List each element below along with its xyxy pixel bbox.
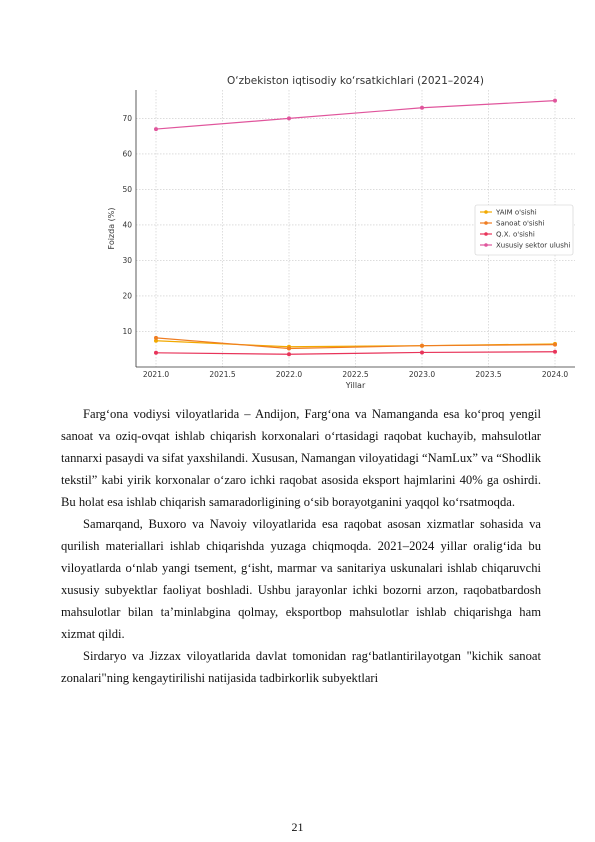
data-point (553, 343, 557, 347)
data-point (553, 99, 557, 103)
y-tick-label: 40 (122, 220, 132, 230)
legend-marker (484, 210, 488, 214)
data-point (287, 347, 291, 351)
paragraph-syrdarya-jizzakh: Sirdaryo va Jizzax viloyatlarida davlat tomonidan rag‘batlantirilayotgan "kichik sanoat zonalari"ning kengaytirilishi natijasida tadbirkorlik subyektlari (61, 649, 541, 685)
y-tick-label: 50 (122, 184, 132, 194)
legend-label: YAIM o'sishi (496, 208, 537, 217)
page-number: 21 (291, 820, 304, 834)
data-point (154, 127, 158, 131)
x-axis-label: Yillar (345, 381, 366, 390)
data-point (553, 350, 557, 354)
body-text (61, 403, 541, 689)
data-point (154, 351, 158, 355)
data-point (154, 336, 158, 340)
x-tick-label: 2024.0 (541, 370, 569, 379)
data-point (420, 344, 424, 348)
y-tick-label: 60 (122, 149, 132, 159)
paragraph-fergana-valley: Farg‘ona vodiysi viloyatlarida – Andijon, Farg‘ona va Namanganda esa ko‘proq yengil sanoat va oziq-ovqat ishlab chiqarish korxonalari o‘rtasidagi raqobat kuchayib, mahsulotlar tannarxi pasaydi va sifat yaxshilandi. Xususan, Namangan viloyatidagi “NamLux” va “Shodlik tekstil” kabi yirik korxonalar o‘zaro ichki raqobat asosida eksport hajmlarini 40% ga oshirdi. Bu holat esa ishlab chiqarish samaradorligining o‘sib borayotganini yaqqol ko‘rsatmoqda. (61, 407, 541, 509)
legend-marker (484, 243, 488, 247)
economic-indicators-chart (100, 70, 580, 396)
data-point (287, 352, 291, 356)
legend-label: Xususiy sektor ulushi (496, 241, 571, 250)
x-tick-label: 2022.5 (342, 370, 369, 379)
data-point (287, 116, 291, 120)
legend-label: Q.X. o'sishi (496, 230, 535, 239)
x-tick-label: 2022.0 (275, 370, 303, 379)
x-tick-label: 2021.5 (209, 370, 236, 379)
chart-svg (100, 70, 580, 396)
data-point (420, 106, 424, 110)
x-tick-label: 2023.0 (408, 370, 436, 379)
y-tick-label: 30 (122, 255, 132, 265)
series-line (156, 341, 555, 347)
y-axis-label: Foizda (%) (107, 207, 116, 250)
y-tick-label: 20 (122, 291, 132, 301)
y-tick-label: 10 (122, 326, 132, 336)
y-tick-label: 70 (122, 113, 132, 123)
x-tick-label: 2023.5 (475, 370, 502, 379)
chart-title: O‘zbekiston iqtisodiy ko‘rsatkichlari (2021–2024) (227, 75, 484, 87)
legend-marker (484, 232, 488, 236)
x-tick-label: 2021.0 (142, 370, 170, 379)
legend-marker (484, 221, 488, 225)
data-point (420, 350, 424, 354)
paragraph-samarkand-bukhara-navoi: Samarqand, Buxoro va Navoiy viloyatlarida esa raqobat asosan xizmatlar sohasida va qurilish materiallari ishlab chiqarishda yuzaga chiqmoqda. 2021–2024 yillar oralig‘ida bu viloyatlarda o‘nlab yangi tsement, g‘isht, marmar va sanitariya uskunalari ishlab chiqaruvchi xususiy subyektlar faoliyat boshladi. Ushbu jarayonlar ichki bozorni arzon, raqobatbardosh mahsulotlar bilan ta’minlabgina qolmay, eksportbop mahsulotlar ishlab chiqarishga ham xizmat qildi. (61, 517, 541, 641)
legend-label: Sanoat o'sishi (496, 219, 545, 228)
